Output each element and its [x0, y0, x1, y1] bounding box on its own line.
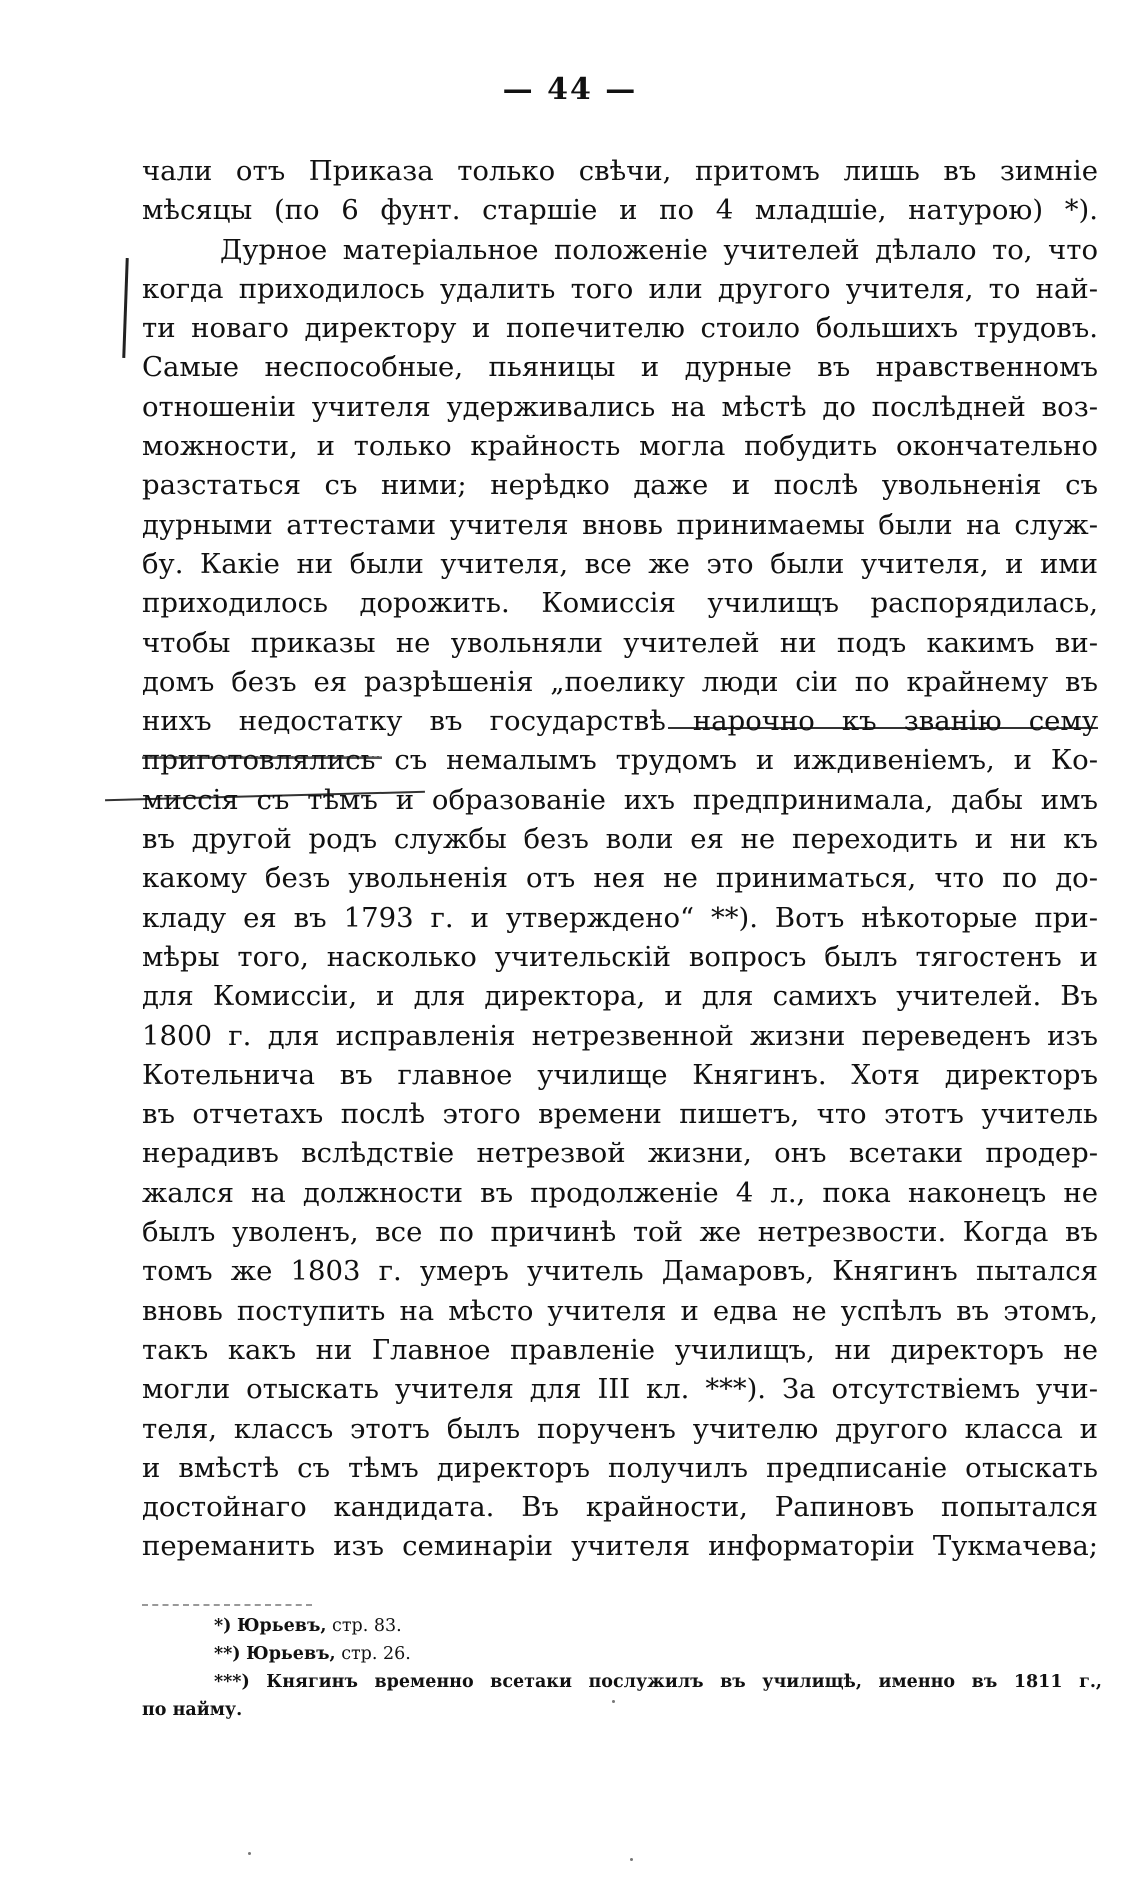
footnote-author: Юрьевъ,: [237, 1616, 327, 1636]
main-text: [142, 152, 1098, 1567]
text-line: такъ какъ ни Главное правленіе училищъ, ни директоръ не: [142, 1333, 1098, 1366]
footnote-ref: стр. 83.: [332, 1616, 402, 1636]
text-line: въ отчетахъ послѣ этого времени пишетъ, что этотъ учитель: [142, 1098, 1098, 1131]
text-line: и вмѣстѣ съ тѣмъ директоръ получилъ предписаніе отыскать: [142, 1451, 1098, 1484]
footnote-3: ***) Княгинъ временно всетаки послужилъ въ училищѣ, именно въ 1811 г.,: [214, 1672, 1102, 1692]
text-line: для Комиссіи, и для директора, и для самихъ учителей. Въ: [142, 980, 1098, 1013]
footnote-2: [142, 1640, 1102, 1668]
text-line: отношеніи учителя удерживались на мѣстѣ до послѣдней воз-: [142, 390, 1098, 423]
margin-mark: [122, 258, 128, 358]
text-line: 1800 г. для исправленія нетрезвенной жизни переведенъ изъ: [142, 1019, 1098, 1052]
text-line: бу. Какіе ни были учителя, все же это были учителя, и ими: [142, 547, 1098, 580]
text-line: былъ уволенъ, все по причинѣ той же нетрезвости. Когда въ: [142, 1216, 1098, 1249]
text-line: какому безъ увольненія отъ нея не приниматься, что по до-: [142, 862, 1098, 895]
text-line: Дурное матеріальное положеніе учителей дѣлало то, что: [220, 233, 1098, 266]
footnotes: [142, 1612, 1102, 1724]
text-line: нихъ недостатку въ государствѣ нарочно къ званію сему: [142, 705, 1098, 738]
text-line: дурными аттестами учителя вновь принимаемы были на служ-: [142, 508, 1098, 541]
speck: [630, 1858, 633, 1861]
page-number: — 44 —: [502, 72, 638, 107]
text-line: Самые неспособные, пьяницы и дурные въ нравственномъ: [142, 351, 1098, 384]
text-line: могли отыскать учителя для III кл. ***). За отсутствіемъ учи-: [142, 1373, 1098, 1406]
text-line: томъ же 1803 г. умеръ учитель Дамаровъ, Княгинъ пытался: [142, 1255, 1098, 1288]
text-line: въ другой родъ службы безъ воли ея не переходить и ни къ: [142, 823, 1098, 856]
footnote-3-continuation: по найму.: [142, 1700, 243, 1720]
text-line: приходилось дорожить. Комиссія училищъ распорядилась,: [142, 587, 1098, 620]
text-line: приготовлялись съ немалымъ трудомъ и иждивеніемъ, и Ко-: [142, 744, 1098, 777]
footnote-author: Юрьевъ,: [246, 1644, 336, 1664]
text-line: можности, и только крайность могла побудить окончательно: [142, 430, 1098, 463]
text-line: Котельнича въ главное училище Княгинъ. Хотя директоръ: [142, 1058, 1098, 1091]
text-line: миссія съ тѣмъ и образованіе ихъ предпринимала, дабы имъ: [142, 783, 1098, 816]
text-line: мѣсяцы (по 6 фунт. старшіе и по 4 младшіе, натурою) *).: [142, 194, 1098, 227]
footnote-mark: **): [214, 1644, 241, 1664]
speck: [612, 1700, 615, 1703]
text-line: теля, классъ этотъ былъ порученъ учителю другого класса и: [142, 1412, 1098, 1445]
speck: [248, 1852, 251, 1855]
footnote-separator: [142, 1604, 312, 1606]
text-line: переманить изъ семинаріи учителя информаторіи Тукмачева;: [142, 1530, 1098, 1563]
text-line: жался на должности въ продолженіе 4 л., пока наконецъ не: [142, 1176, 1098, 1209]
text-line: кладу ея въ 1793 г. и утверждено“ **). Вотъ нѣкоторые при-: [142, 901, 1098, 934]
footnote-ref: стр. 26.: [341, 1644, 411, 1664]
text-line: когда приходилось удалить того или другого учителя, то най-: [142, 272, 1098, 305]
text-line: чтобы приказы не увольняли учителей ни подъ какимъ ви-: [142, 626, 1098, 659]
footnote-1: [142, 1612, 1102, 1640]
text-line: чали отъ Приказа только свѣчи, притомъ лишь въ зимніе: [142, 155, 1098, 187]
text-line: разстаться съ ними; нерѣдко даже и послѣ увольненія съ: [142, 469, 1098, 502]
text-line: достойнаго кандидата. Въ крайности, Рапиновъ попытался: [142, 1491, 1098, 1524]
text-line: мѣры того, насколько учительскій вопросъ былъ тягостенъ и: [142, 940, 1098, 973]
footnote-mark: *): [214, 1616, 232, 1636]
text-line: ти новаго директору и попечителю стоило большихъ трудовъ.: [142, 312, 1098, 345]
text-line: вновь поступить на мѣсто учителя и едва не успѣлъ въ этомъ,: [142, 1294, 1098, 1327]
text-line: домъ безъ ея разрѣшенія „поелику люди сіи по крайнему въ: [142, 665, 1098, 698]
text-line: нерадивъ вслѣдствіе нетрезвой жизни, онъ всетаки продер-: [142, 1137, 1098, 1170]
